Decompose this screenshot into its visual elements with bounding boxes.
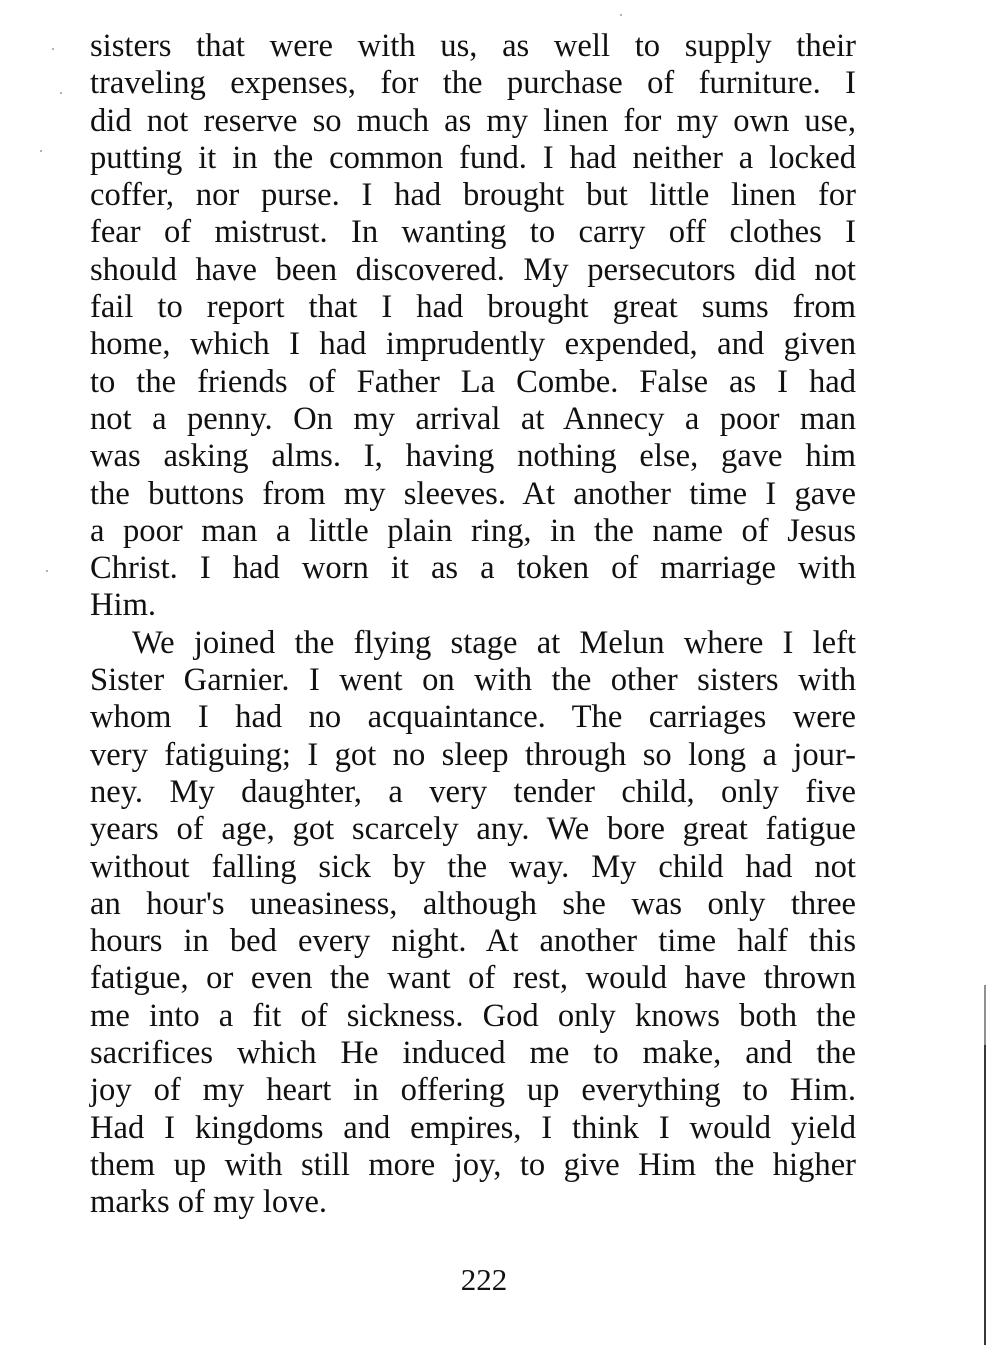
text-line: putting it in the common fund. I had neither a locked [90,139,856,176]
text-line: to the friends of Father La Combe. False as I had [90,363,856,400]
text-line: sacrifices which He induced me to make, and the [90,1035,856,1072]
scan-edge-mark [984,1045,986,1345]
text-line: hours in bed every night. At another time half this [90,923,856,960]
scan-dust [40,150,42,152]
text-line: coffer, nor purse. I had brought but little linen for [90,177,856,214]
text-line: joy of my heart in offering up everything to Him. [90,1072,856,1109]
text-line: an hour's uneasiness, although she was only three [90,885,856,922]
scan-dust [46,570,48,572]
text-line: We joined the flying stage at Melun where I left [132,624,856,661]
paragraph-1 [90,28,856,625]
text-line: ney. My daughter, a very tender child, only five [90,773,856,810]
text-line: fatigue, or even the want of rest, would have thrown [90,960,856,997]
text-line: the buttons from my sleeves. At another time I gave [90,475,856,512]
text-line: me into a fit of sickness. God only knows both the [90,997,856,1034]
text-line: not a penny. On my arrival at Annecy a poor man [90,400,856,437]
scan-edge-mark [984,985,986,1045]
text-line: marks of my love. [90,1184,328,1221]
text-line: years of age, got scarcely any. We bore great fatigue [90,811,856,848]
page-number: 222 [460,1262,508,1297]
text-line: fail to report that I had brought great sums from [90,289,856,326]
body-text [90,28,856,1222]
text-line: very fatiguing; I got no sleep through so long a jour- [90,736,856,773]
text-line: home, which I had imprudently expended, and given [90,326,856,363]
scan-dust [52,48,54,50]
text-line: a poor man a little plain ring, in the name of Jesus [90,512,856,549]
text-line: them up with still more joy, to give Him the higher [90,1146,856,1183]
text-line: whom I had no acquaintance. The carriages were [90,699,856,736]
text-line: fear of mistrust. In wanting to carry off clothes I [90,214,856,251]
text-line: sisters that were with us, as well to supply their [90,28,856,64]
text-line: Christ. I had worn it as a token of marriage with [90,550,856,587]
text-line: did not reserve so much as my linen for my own use, [90,102,856,139]
scan-dust [620,14,622,16]
text-line: Sister Garnier. I went on with the other sisters with [90,662,856,699]
text-line: Had I kingdoms and empires, I think I would yield [90,1109,856,1146]
text-line: should have been discovered. My persecutors did not [90,251,856,288]
paragraph-2 [90,625,856,1222]
text-line: without falling sick by the way. My child had not [90,848,856,885]
scan-dust [60,92,62,94]
text-line: traveling expenses, for the purchase of furniture. I [90,65,856,102]
text-line: was asking alms. I, having nothing else, gave him [90,438,856,475]
text-line: Him. [90,587,157,624]
